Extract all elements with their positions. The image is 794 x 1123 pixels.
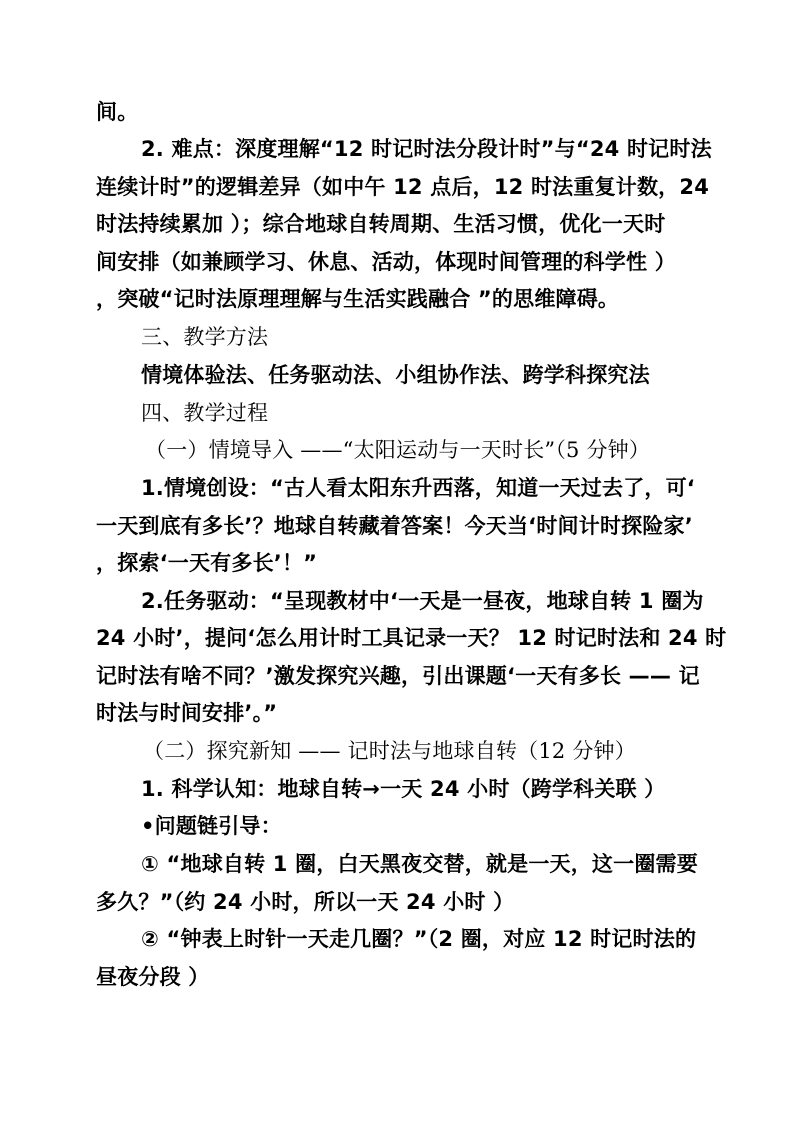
difficulty-line-2: 连续计时”的逻辑差异（如中午 12 点后，12 时法重复计数，24 (96, 175, 710, 199)
question-2-line-2: 昼夜分段 ） (96, 965, 210, 989)
task-line-3: 记时法有啥不同？’激发探究兴趣，引出课题‘一天有多长 —— 记 (96, 664, 700, 688)
intro-line-1: 1.情境创设：“古人看太阳东升西落，知道一天过去了，可‘ (141, 476, 695, 500)
task-line-1: 2.任务驱动：“呈现教材中‘一天是一昼夜，地球自转 1 圈为 (141, 589, 704, 613)
section-heading-process: 四、教学过程 (141, 401, 269, 425)
subsection-heading-explore: （二）探究新知 —— 记时法与地球自转（12 分钟） (143, 739, 636, 763)
subsection-heading-intro: （一）情境导入 ——“太阳运动与一天时长”（5 分钟） (145, 438, 651, 462)
difficulty-line-3: 时法持续累加 ）；综合地球自转周期、生活习惯，优化一天时 (96, 212, 666, 236)
intro-line-2: 一天到底有多长’？地球自转藏着答案！今天当‘时间计时探险家’ (96, 514, 693, 538)
intro-line-3: ，探索‘一天有多长’！” (96, 551, 318, 575)
task-line-4: 时法与时间安排’。” (96, 701, 278, 725)
question-1-line-2: 多久？”（约 24 小时，所以一天 24 小时 ） (96, 890, 515, 914)
methods-list: 情境体验法、任务驱动法、小组协作法、跨学科探究法 (141, 363, 650, 387)
question-2-line-1: ② “钟表上时针一天走几圈？”（2 圈，对应 12 时记时法的 (141, 927, 697, 951)
difficulty-line-1: 2. 难点：深度理解“12 时记时法分段计时”与“24 时记时法 (141, 137, 712, 161)
section-heading-methods: 三、教学方法 (141, 325, 269, 349)
question-1-line-1: ① “地球自转 1 圈，白天黑夜交替，就是一天，这一圈需要 (141, 852, 698, 876)
difficulty-line-5: ，突破“记时法原理理解与生活实践融合 ”的思维障碍。 (96, 287, 620, 311)
paragraph-line-continuation: 间。 (96, 100, 139, 124)
science-cognition-line: 1. 科学认知：地球自转→一天 24 小时（跨学科关联 ） (141, 777, 666, 801)
difficulty-line-4: 间安排（如兼顾学习、休息、活动，体现时间管理的科学性 ） (96, 250, 676, 274)
task-line-2: 24 小时’，提问‘怎么用计时工具记录一天？ 12 时记时法和 24 时 (96, 626, 727, 650)
question-chain-label: •问题链引导： (141, 814, 282, 838)
